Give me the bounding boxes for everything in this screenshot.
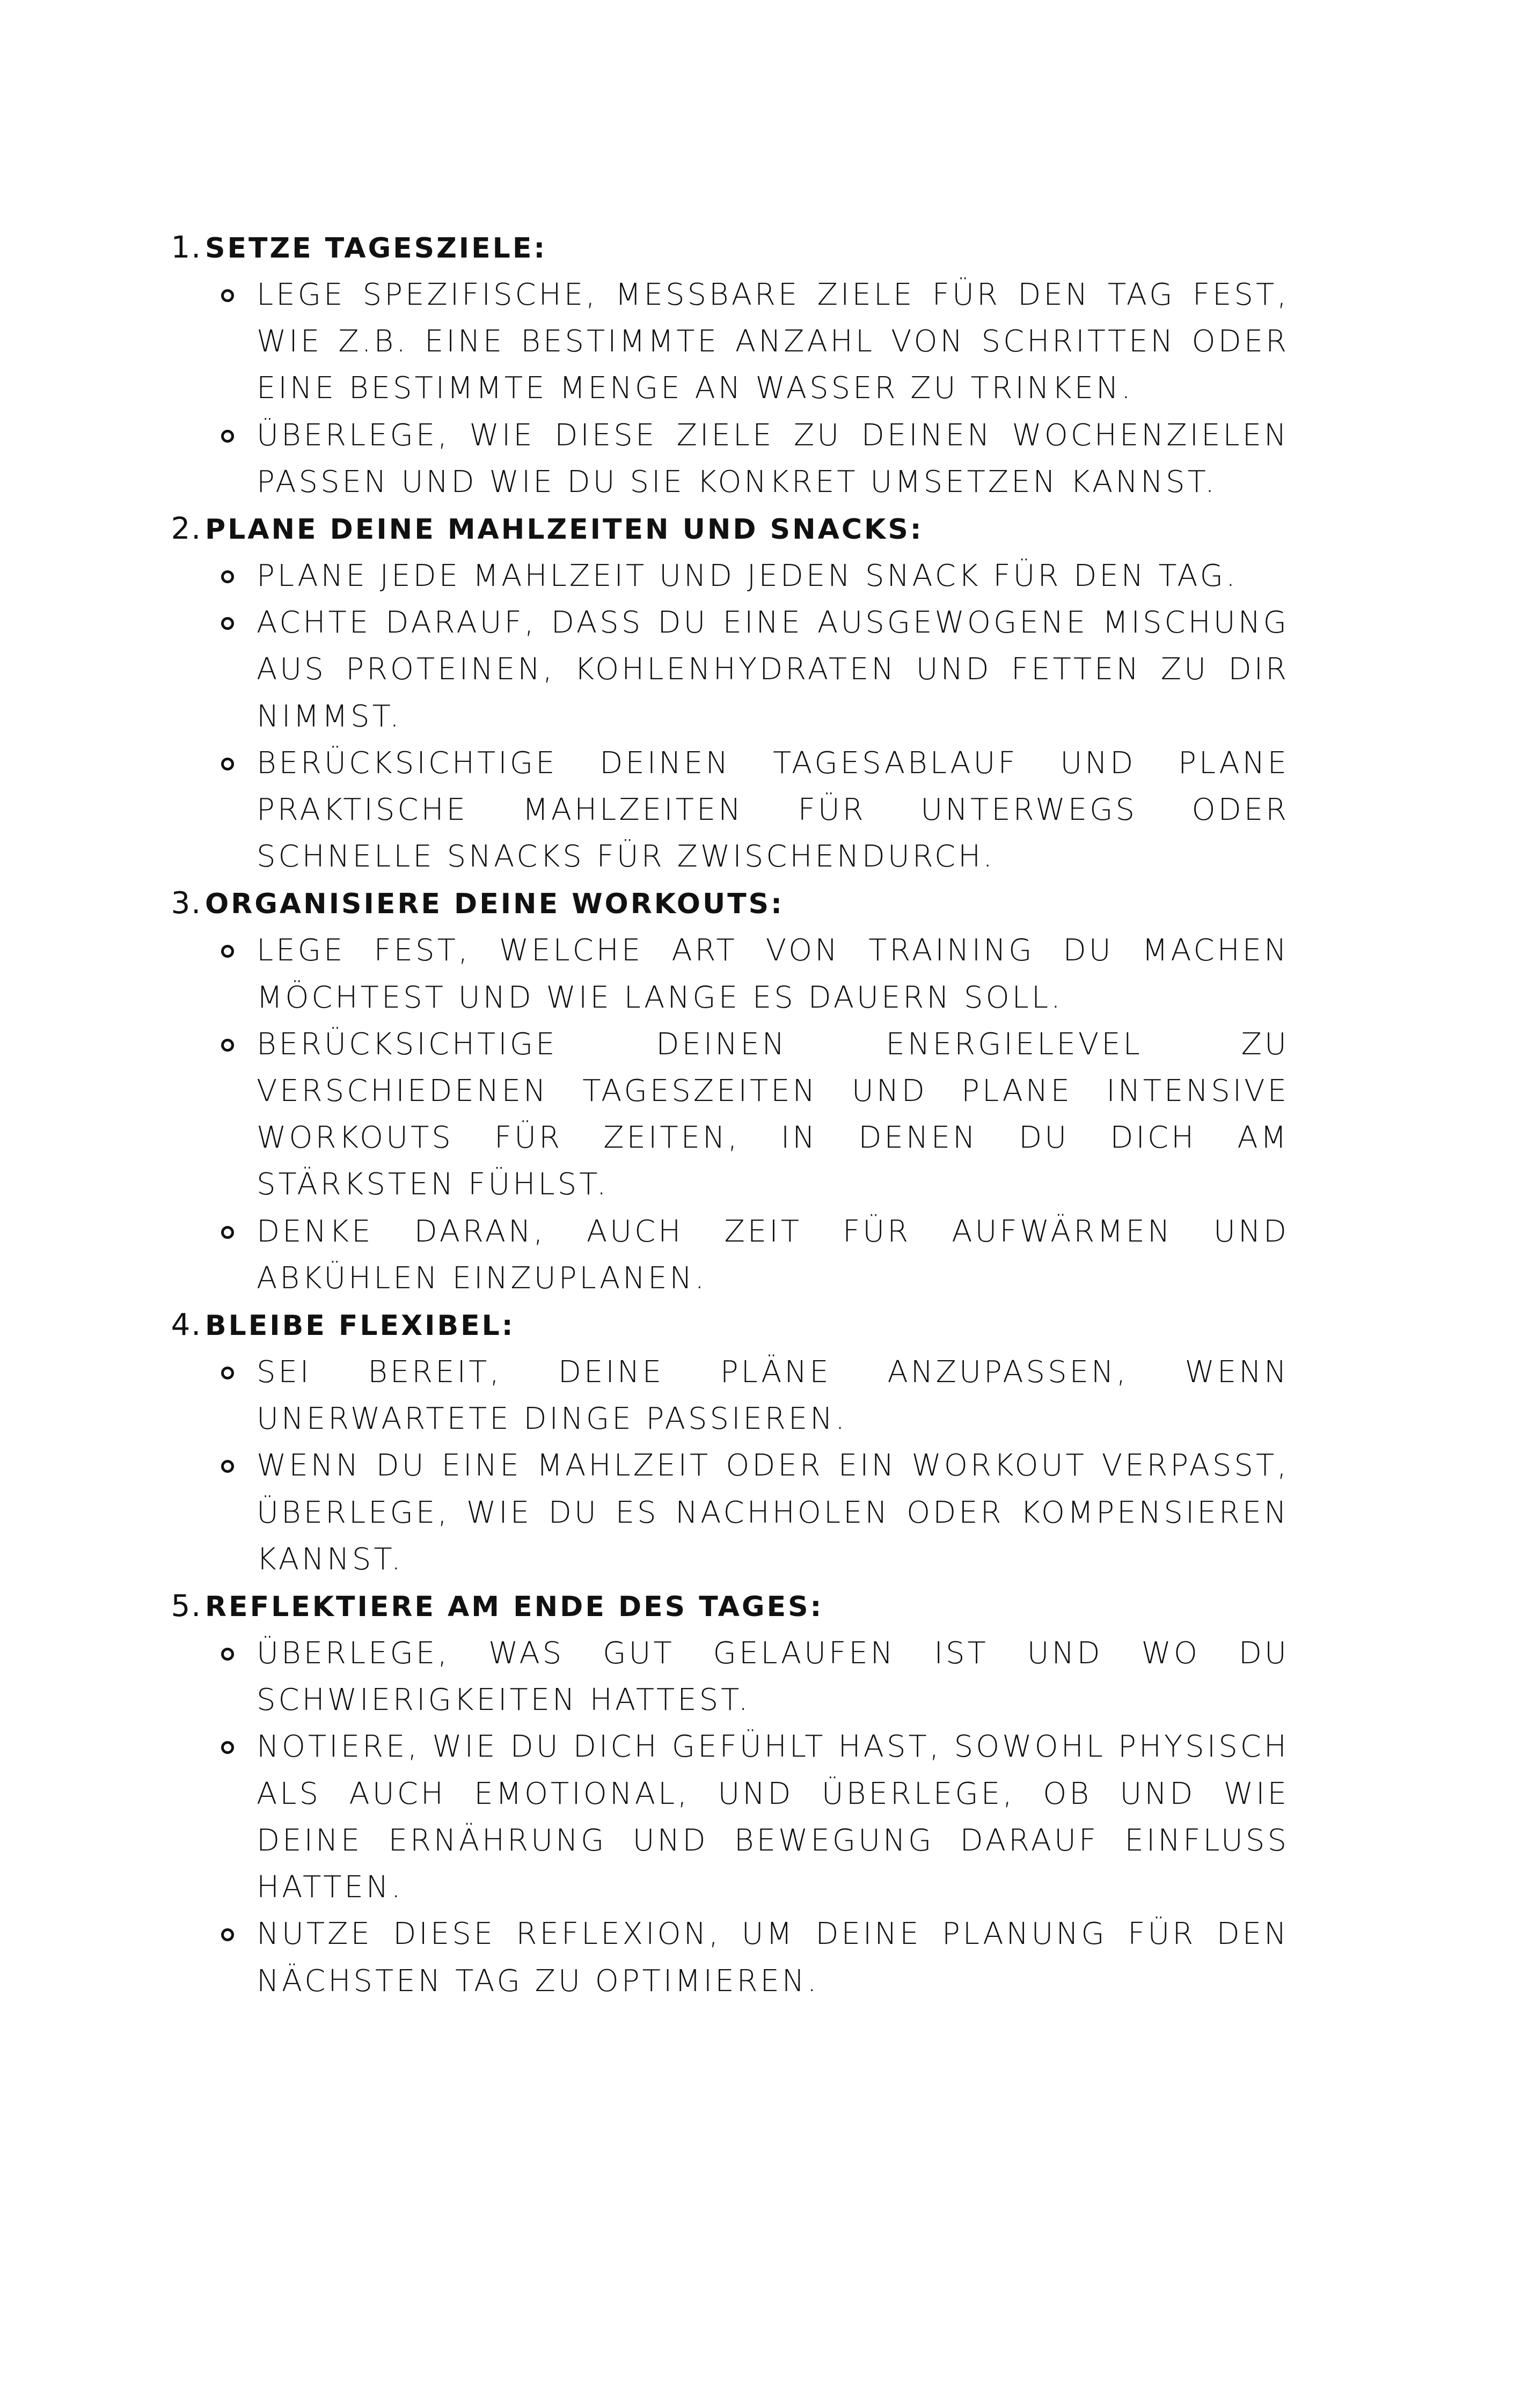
list-section-2 [167, 505, 1289, 880]
bullet-circle-icon [221, 758, 234, 770]
list-item [167, 1723, 1289, 1911]
section-heading-row [167, 880, 1289, 927]
section-heading: BLEIBE FLEXIBEL: [205, 1310, 515, 1342]
list-section-5 [167, 1583, 1289, 2005]
list-item [167, 271, 1289, 412]
list-item [167, 1630, 1289, 1723]
bullet-circle-icon [221, 617, 234, 630]
bullet-text: NUTZE DIESE REFLEXION, UM DEINE PLANUNG FÜR DEN NÄCHSTEN TAG ZU OPTIMIEREN. [257, 1917, 1289, 1999]
bullet-text: SEI BEREIT, DEINE PLÄNE ANZUPASSEN, WENN UNERWARTETE DINGE PASSIEREN. [257, 1355, 1289, 1437]
bullet-text: ÜBERLEGE, WIE DIESE ZIELE ZU DEINEN WOCHENZIELEN PASSEN UND WIE DU SIE KONKRET UMSETZEN KANNST. [257, 417, 1289, 500]
bullet-text: ÜBERLEGE, WAS GUT GELAUFEN IST UND WO DU SCHWIERIGKEITEN HATTEST. [257, 1636, 1289, 1718]
bullet-circle-icon [221, 1648, 234, 1661]
list-item [167, 1442, 1289, 1583]
bullet-circle-icon [221, 289, 234, 302]
section-heading: PLANE DEINE MAHLZEITEN UND SNACKS: [205, 513, 924, 546]
bullet-list [167, 553, 1289, 880]
bullet-list [167, 271, 1289, 505]
section-number: 3. [171, 886, 202, 921]
bullet-circle-icon [221, 1741, 234, 1754]
section-heading-row [167, 224, 1289, 271]
bullet-circle-icon [221, 1928, 234, 1941]
bullet-text: LEGE SPEZIFISCHE, MESSBARE ZIELE FÜR DEN TAG FEST, WIE Z.B. EINE BESTIMMTE ANZAHL VON SCHRITTEN ODER EINE BESTIMMTE MENGE AN WASSER ZU TRINKEN. [257, 277, 1289, 406]
list-item [167, 599, 1289, 740]
bullet-circle-icon [221, 945, 234, 958]
list-item [167, 1208, 1289, 1302]
section-number: 5. [171, 1589, 202, 1624]
section-heading: ORGANISIERE DEINE WORKOUTS: [205, 888, 784, 921]
section-heading: SETZE TAGESZIELE: [205, 232, 547, 265]
bullet-circle-icon [221, 570, 234, 583]
bullet-text: PLANE JEDE MAHLZEIT UND JEDEN SNACK FÜR DEN TAG. [257, 559, 1238, 594]
bullet-list [167, 927, 1289, 1302]
bullet-text: NOTIERE, WIE DU DICH GEFÜHLT HAST, SOWOHL PHYSISCH ALS AUCH EMOTIONAL, UND ÜBERLEGE, OB UND WIE DEINE ERNÄHRUNG UND BEWEGUNG DARAUF EINFLUSS HATTEN. [257, 1729, 1289, 1905]
list-section-1 [167, 224, 1289, 505]
section-heading-row [167, 505, 1289, 553]
bullet-text: BERÜCKSICHTIGE DEINEN ENERGIELEVEL ZU VERSCHIEDENEN TAGESZEITEN UND PLANE INTENSIVE WORKOUTS FÜR ZEITEN, IN DENEN DU DICH AM STÄRKSTEN FÜHLST. [257, 1026, 1289, 1202]
bullet-circle-icon [221, 1367, 234, 1379]
list-item [167, 927, 1289, 1021]
bullet-text: LEGE FEST, WELCHE ART VON TRAINING DU MACHEN MÖCHTEST UND WIE LANGE ES DAUERN SOLL. [257, 933, 1289, 1015]
section-heading-row [167, 1583, 1289, 1630]
list-item [167, 412, 1289, 505]
bullet-list [167, 1630, 1289, 2005]
bullet-text: DENKE DARAN, AUCH ZEIT FÜR AUFWÄRMEN UND ABKÜHLEN EINZUPLANEN. [257, 1214, 1289, 1296]
section-number: 2. [171, 511, 202, 547]
bullet-circle-icon [221, 1226, 234, 1239]
section-number: 1. [171, 230, 202, 265]
section-number: 4. [171, 1308, 202, 1343]
bullet-list [167, 1349, 1289, 1583]
bullet-text: ACHTE DARAUF, DASS DU EINE AUSGEWOGENE MISCHUNG AUS PROTEINEN, KOHLENHYDRATEN UND FETTEN ZU DIR NIMMST. [257, 605, 1289, 734]
list-item [167, 740, 1289, 880]
numbered-list [167, 224, 1289, 2005]
bullet-text: BERÜCKSICHTIGE DEINEN TAGESABLAUF UND PLANE PRAKTISCHE MAHLZEITEN FÜR UNTERWEGS ODER SCHNELLE SNACKS FÜR ZWISCHENDURCH. [257, 745, 1289, 875]
list-item [167, 1021, 1289, 1208]
bullet-circle-icon [221, 1460, 234, 1473]
list-section-3 [167, 880, 1289, 1302]
list-section-4 [167, 1302, 1289, 1583]
section-heading: REFLEKTIERE AM ENDE DES TAGES: [205, 1591, 824, 1624]
list-item [167, 1911, 1289, 2004]
list-item [167, 1349, 1289, 1442]
list-item [167, 553, 1289, 599]
section-heading-row [167, 1302, 1289, 1349]
bullet-circle-icon [221, 430, 234, 443]
bullet-circle-icon [221, 1039, 234, 1052]
bullet-text: WENN DU EINE MAHLZEIT ODER EIN WORKOUT VERPASST, ÜBERLEGE, WIE DU ES NACHHOLEN ODER KOMPENSIEREN KANNST. [257, 1448, 1289, 1577]
